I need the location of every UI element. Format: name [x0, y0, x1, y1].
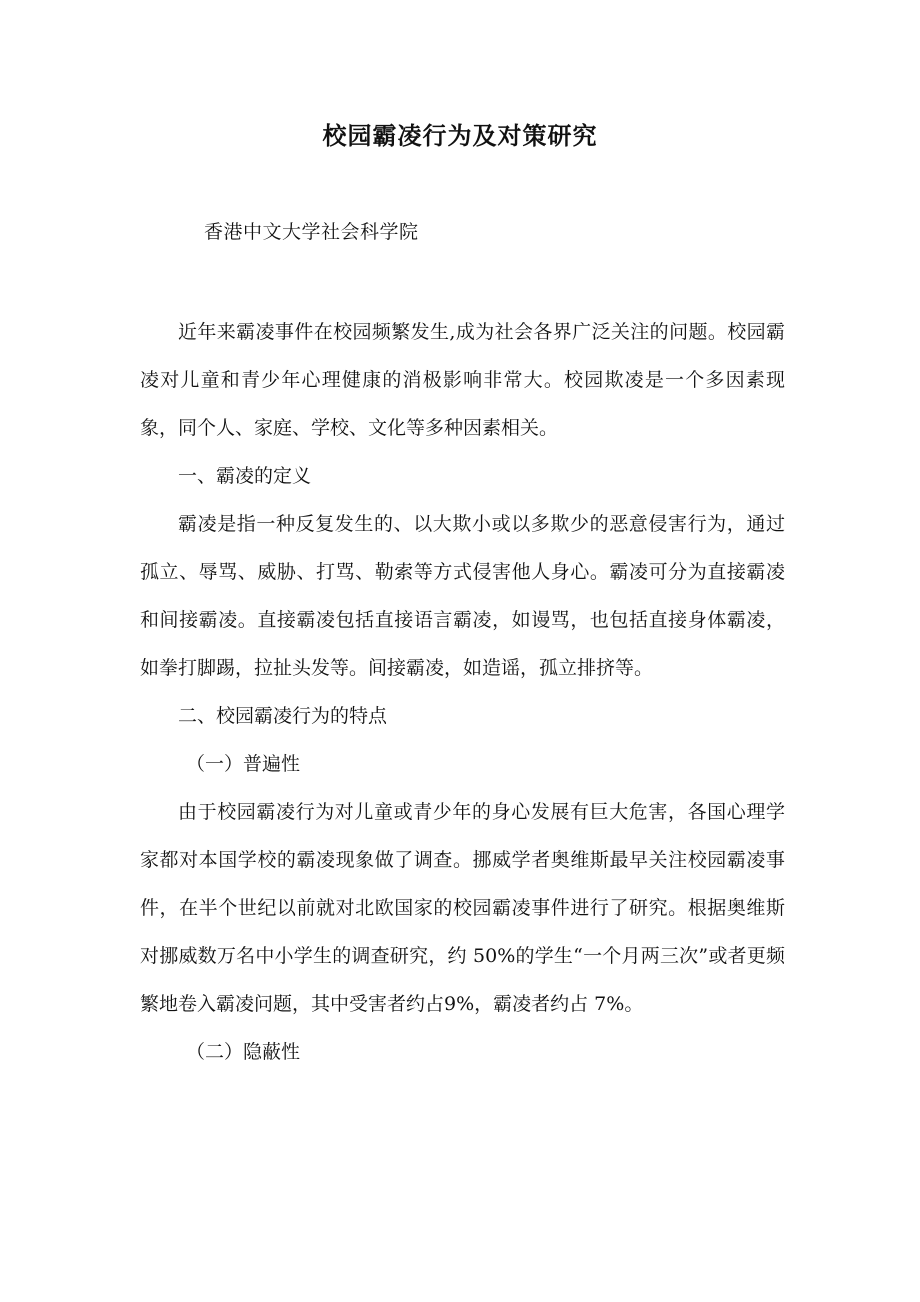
section-heading-characteristics: 二、校园霸凌行为的特点	[178, 705, 388, 727]
document-body	[140, 308, 785, 1076]
universality-paragraph: 由于校园霸凌行为对儿童或青少年的身心发展有巨大危害，各国心理学家都对本国学校的霸凌现象做了调查。挪威学者奥维斯最早关注校园霸凌事件，在半个世纪以前就对北欧国家的校园霸凌事件进行了研究。根据奥维斯对挪威数万名中小学生的调查研究，约 50%的学生“一个月两三次”或者更频繁地卷入霸凌问题，其中受害者约占9%，霸凌者约占 7%。	[140, 801, 785, 1015]
author-affiliation: 香港中文大学社会科学院	[204, 221, 419, 243]
intro-paragraph: 近年来霸凌事件在校园频繁发生,成为社会各界广泛关注的问题。校园霸凌对儿童和青少年心理健康的消极影响非常大。校园欺凌是一个多因素现象，同个人、家庭、学校、文化等多种因素相关。	[140, 321, 785, 439]
definition-paragraph: 霸凌是指一种反复发生的、以大欺小或以多欺少的恶意侵害行为，通过孤立、辱骂、威胁、打骂、勒索等方式侵害他人身心。霸凌可分为直接霸凌和间接霸凌。直接霸凌包括直接语言霸凌，如谩骂，也包括直接身体霸凌，如拳打脚踢，拉扯头发等。间接霸凌，如造谣，孤立排挤等。	[140, 513, 785, 679]
subsection-heading-concealment: （二）隐蔽性	[186, 1041, 301, 1063]
document-title: 校园霸凌行为及对策研究	[322, 121, 598, 150]
section-heading-definition: 一、霸凌的定义	[178, 465, 312, 487]
subsection-heading-universality: （一）普遍性	[186, 753, 301, 775]
